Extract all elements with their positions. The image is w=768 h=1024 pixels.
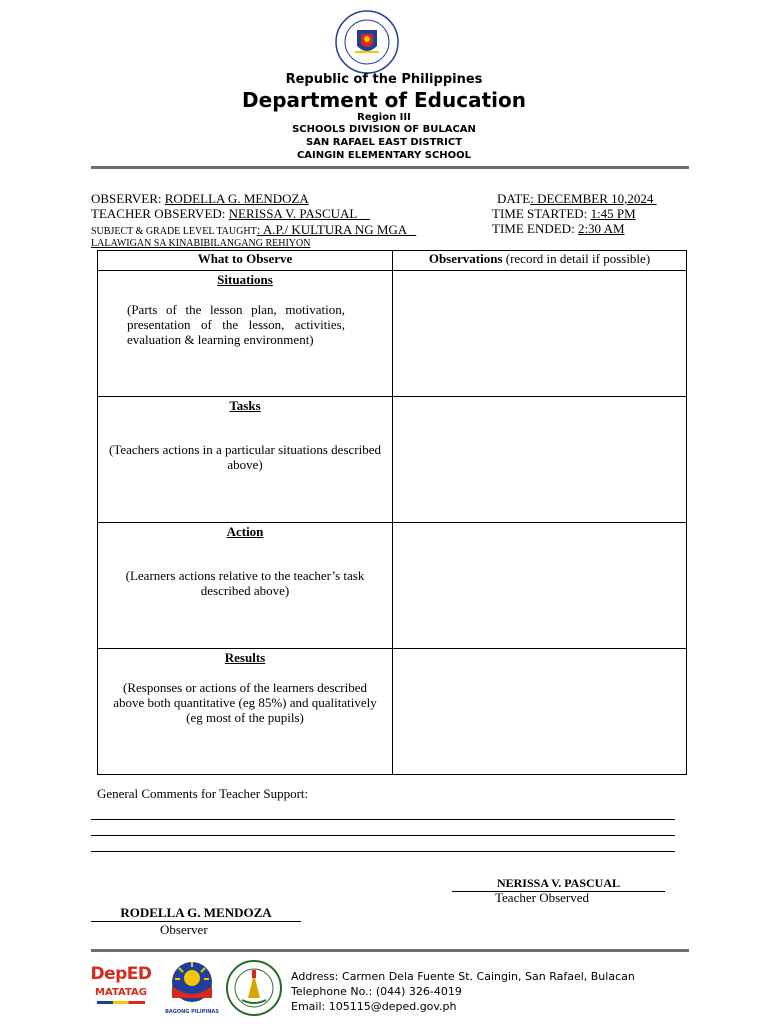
action-desc: (Learners actions relative to the teacher’s task described above) (125, 568, 365, 598)
matatag-wordmark: MATATAG (95, 987, 147, 998)
observer-name: RODELLA G. MENDOZA (120, 905, 272, 920)
teacher-line (91, 206, 370, 222)
sun-icon (162, 958, 222, 1004)
deped-seal (335, 10, 399, 74)
observation-table (97, 250, 687, 775)
time-ended-line (492, 221, 625, 237)
comment-line-2[interactable] (91, 835, 675, 836)
division-heading: SCHOOLS DIVISION OF BULACAN (292, 124, 476, 135)
teacher-role: Teacher Observed (495, 890, 590, 905)
results-title: Results (224, 650, 266, 665)
observer-role: Observer (160, 922, 208, 937)
comments-label: General Comments for Teacher Support: (97, 786, 309, 801)
comment-line-1[interactable] (91, 819, 675, 820)
action-title: Action (226, 524, 264, 539)
address-text: Address: Carmen Dela Fuente St. Caingin, San Rafael, Bulacan (291, 970, 635, 983)
deped-matatag-logo (90, 964, 152, 1014)
matatag-underline (97, 1001, 145, 1004)
header-rule (91, 166, 689, 169)
district-heading: SAN RAFAEL EAST DISTRICT (305, 137, 463, 148)
time-started-label: TIME STARTED: (492, 206, 591, 221)
date-line (497, 191, 657, 207)
subject-value: : A.P./ KULTURA NG MGA (256, 222, 417, 237)
republic-heading: Republic of the Philippines (285, 72, 483, 87)
subject-label: SUBJECT & GRADE LEVEL TAUGHT (91, 226, 257, 237)
observer-value: RODELLA G. MENDOZA (164, 191, 309, 206)
email-link[interactable]: Email: 105115@deped.gov.ph (291, 1000, 457, 1013)
date-label: DATE (497, 191, 531, 206)
table-row (98, 523, 687, 649)
subject-continued: LALAWIGAN SA KINABIBILANGANG REHIYON (91, 238, 311, 249)
results-cell (98, 649, 393, 775)
action-observation-field[interactable] (393, 523, 687, 649)
tasks-desc: (Teachers actions in a particular situations described above) (109, 442, 381, 472)
action-cell (98, 523, 393, 649)
situations-observation-field[interactable] (393, 271, 687, 397)
situations-desc: (Parts of the lesson plan, motivation, presentation of the lesson, activities, evaluation & learning environment) (127, 302, 345, 347)
date-value: : DECEMBER 10,2024 (530, 191, 657, 206)
situations-cell (98, 271, 393, 397)
department-heading: Department of Education (242, 88, 526, 112)
what-to-observe-header: What to Observe (98, 251, 393, 271)
region-heading: Region III (357, 112, 411, 123)
observer-label: OBSERVER: (91, 191, 165, 206)
tasks-observation-field[interactable] (393, 397, 687, 523)
time-started-line (492, 206, 636, 222)
table-header-row (98, 251, 687, 271)
subject-line (91, 221, 416, 239)
table-row (98, 649, 687, 775)
observations-header: Observations (record in detail if possible) (393, 251, 687, 271)
situations-title: Situations (217, 272, 273, 287)
table-row (98, 397, 687, 523)
teacher-value: NERISSA V. PASCUAL (228, 206, 370, 221)
time-ended-value: 2:30 AM (577, 221, 625, 236)
teacher-name: NERISSA V. PASCUAL (496, 876, 621, 890)
observer-line (91, 191, 309, 207)
footer-rule (91, 949, 689, 952)
results-observation-field[interactable] (393, 649, 687, 775)
school-heading: CAINGIN ELEMENTARY SCHOOL (296, 150, 472, 161)
school-contact (291, 969, 635, 1014)
comment-line-3[interactable] (91, 851, 675, 852)
observer-signature (91, 905, 301, 922)
telephone-text: Telephone No.: (044) 326-4019 (291, 985, 462, 998)
time-ended-label: TIME ENDED: (492, 221, 578, 236)
tasks-title: Tasks (229, 398, 261, 413)
table-row (98, 271, 687, 397)
teacher-label: TEACHER OBSERVED: (91, 206, 229, 221)
results-desc: (Responses or actions of the learners described above both quantitative (eg 85%) and qualitatively (eg most of the pupils) (113, 680, 377, 725)
time-started-value: 1:45 PM (590, 206, 636, 221)
tasks-cell (98, 397, 393, 523)
school-seal (226, 960, 282, 1016)
bagong-pilipinas-text: BAGONG PILIPINAS (165, 1009, 219, 1015)
bagong-pilipinas-logo (162, 958, 222, 1016)
deped-wordmark: DepED (90, 964, 152, 984)
